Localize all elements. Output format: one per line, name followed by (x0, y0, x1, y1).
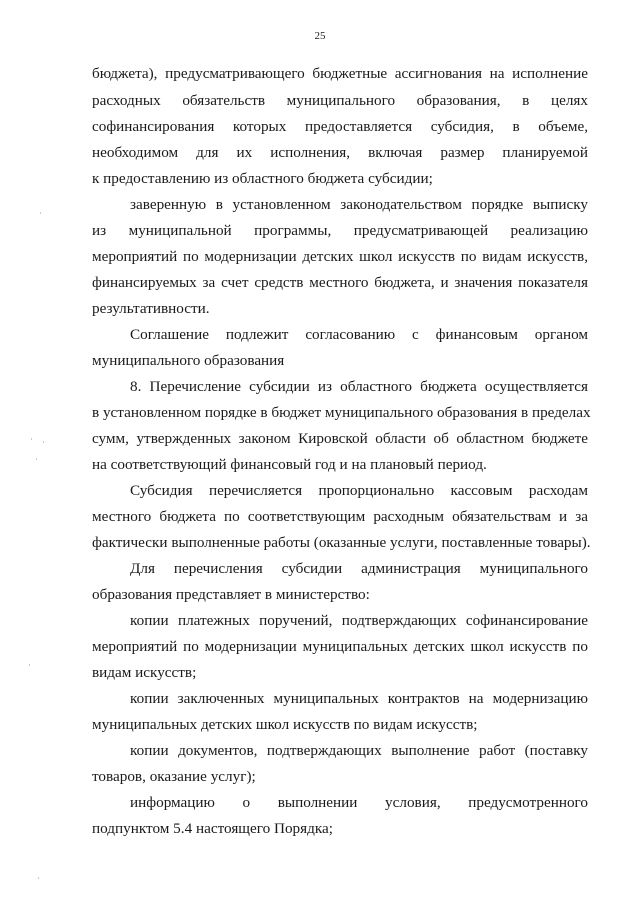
text-line: необходимом для их исполнения, включая размер планируемой (92, 144, 588, 161)
text-line: к предоставлению из областного бюджета субсидии; (92, 170, 433, 187)
text-line: видам искусств; (92, 664, 197, 681)
text-line: копии документов, подтверждающих выполнение работ (поставку (130, 742, 588, 759)
text-line: Соглашение подлежит согласованию с финансовым органом (130, 326, 588, 343)
text-line: 8. Перечисление субсидии из областного бюджета осуществляется (130, 378, 588, 395)
text-line: образования представляет в министерство: (92, 586, 370, 603)
text-line: финансируемых за счет средств местного бюджета, и значения показателя (92, 274, 588, 291)
scan-speck (31, 438, 32, 440)
text-line: мероприятий по модернизации муниципальных детских школ искусств по (92, 638, 588, 655)
scan-speck (38, 877, 39, 879)
text-line: муниципальных детских школ искусств по видам искусств; (92, 716, 478, 733)
text-line: муниципального образования (92, 352, 285, 369)
text-line: информацию о выполнении условия, предусмотренного (130, 794, 588, 811)
text-line: Субсидия перечисляется пропорционально кассовым расходам (130, 482, 588, 499)
text-line: местного бюджета по соответствующим расходным обязательствам и за (92, 508, 588, 525)
text-line: сумм, утвержденных законом Кировской области об областном бюджете (92, 430, 588, 447)
text-line: копии платежных поручений, подтверждающих софинансирование (130, 612, 588, 629)
text-line: мероприятий по модернизации детских школ искусств по видам искусств, (92, 248, 588, 265)
scan-speck (36, 458, 37, 460)
text-line: софинансирования которых предоставляется субсидия, в объеме, (92, 118, 588, 135)
text-line: на соответствующий финансовый год и на плановый период. (92, 456, 487, 473)
text-line: копии заключенных муниципальных контрактов на модернизацию (130, 690, 588, 707)
page-number: 25 (314, 30, 326, 42)
text-line: фактически выполненные работы (оказанные услуги, поставленные товары). (92, 534, 591, 551)
text-line: результативности. (92, 300, 210, 317)
text-line: из муниципальной программы, предусматривающей реализацию (92, 222, 588, 239)
text-line: товаров, оказание услуг); (92, 768, 256, 785)
scan-speck (29, 664, 30, 666)
text-line: в установленном порядке в бюджет муниципального образования в пределах (92, 404, 591, 421)
text-line: заверенную в установленном законодательством порядке выписку (130, 196, 588, 213)
scan-speck (40, 212, 41, 214)
text-line: бюджета), предусматривающего бюджетные ассигнования на исполнение (92, 65, 588, 82)
scan-speck (43, 441, 44, 443)
text-line: расходных обязательств муниципального образования, в целях (92, 92, 588, 109)
text-line: подпунктом 5.4 настоящего Порядка; (92, 820, 333, 837)
text-line: Для перечисления субсидии администрация муниципального (130, 560, 588, 577)
